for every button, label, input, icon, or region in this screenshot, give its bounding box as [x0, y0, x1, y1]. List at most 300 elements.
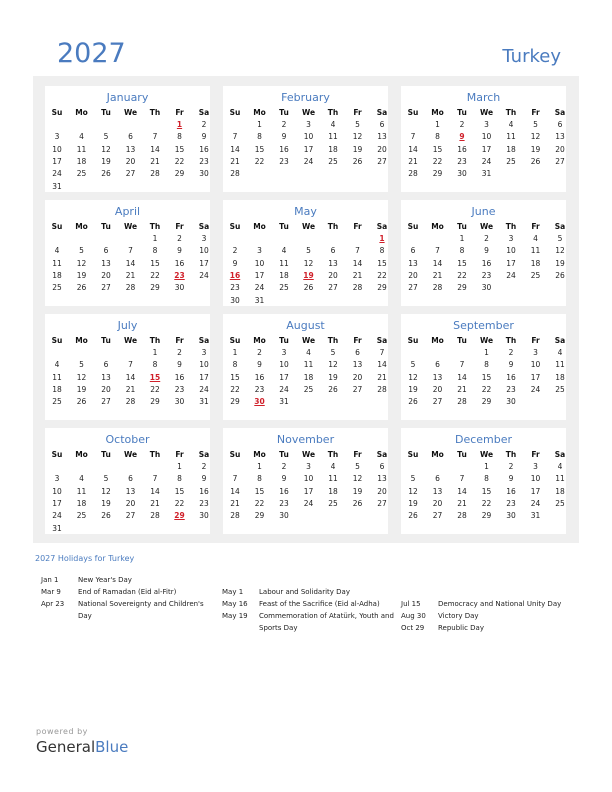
- day-cell: 23: [279, 156, 289, 166]
- day-cell: 13: [328, 258, 338, 268]
- day-cell: 26: [530, 156, 541, 166]
- weekday-header: We: [479, 336, 494, 345]
- month-september: [401, 314, 566, 420]
- day-cell: 10: [52, 486, 62, 496]
- day-cell: 2: [281, 120, 287, 129]
- day-cell: 31: [481, 169, 492, 179]
- day-cell: 15: [254, 144, 265, 154]
- day-cell: 25: [52, 283, 62, 293]
- weekday-header: Mo: [75, 450, 88, 459]
- day-cell: 25: [279, 283, 289, 293]
- weekday-header: We: [123, 108, 138, 117]
- day-cell: 13: [555, 132, 565, 142]
- day-cell: 29: [174, 169, 185, 179]
- day-cell: 16: [279, 144, 289, 154]
- month-name: June: [471, 205, 496, 218]
- day-cell: 24: [506, 270, 516, 280]
- day-cell: 2: [459, 120, 465, 129]
- day-cell: 31: [199, 397, 209, 407]
- holiday-date: May 19: [222, 612, 248, 620]
- day-cell: 1: [459, 234, 465, 243]
- day-cell: 21: [408, 156, 418, 166]
- day-cell: 14: [457, 372, 467, 382]
- weekday-header: Th: [149, 450, 161, 459]
- weekday-header: Su: [229, 336, 241, 345]
- weekday-header: Su: [229, 450, 241, 459]
- day-cell: 22: [174, 498, 185, 508]
- day-cell: 7: [355, 246, 360, 256]
- month-name: October: [105, 433, 150, 446]
- holiday-date: Oct 29: [401, 624, 425, 632]
- day-cell: 11: [555, 360, 565, 370]
- weekday-header: We: [479, 108, 494, 117]
- day-cell: 12: [76, 258, 87, 268]
- holiday-name: Victory Day: [438, 612, 479, 620]
- powered-by-text: powered by: [36, 727, 88, 736]
- day-cell: 5: [103, 132, 109, 142]
- day-cell: 7: [128, 246, 133, 256]
- day-cell: 8: [257, 474, 262, 484]
- day-cell: 28: [150, 169, 160, 179]
- day-cell: 14: [377, 360, 387, 370]
- day-cell: 27: [408, 283, 418, 293]
- day-cell: 1: [257, 120, 262, 129]
- day-cell: 26: [328, 384, 338, 394]
- day-cell: 27: [377, 498, 387, 508]
- day-cell: 15: [230, 372, 240, 382]
- day-cell: 17: [481, 144, 492, 154]
- day-cell: 7: [459, 474, 465, 484]
- day-cell: 18: [76, 156, 87, 166]
- day-cell: 6: [410, 246, 416, 256]
- day-cell: 12: [352, 474, 363, 484]
- day-cell: 12: [555, 246, 565, 256]
- month-name: November: [276, 433, 335, 446]
- day-cell: 23: [481, 270, 492, 280]
- day-cell: 2: [177, 234, 182, 243]
- day-cell: 26: [352, 498, 363, 508]
- day-cell: 2: [484, 234, 489, 243]
- day-cell: 19: [530, 144, 541, 154]
- day-cell: 22: [230, 384, 240, 394]
- day-cell: 29: [230, 397, 240, 407]
- month-june: [401, 200, 566, 306]
- day-cell: 18: [555, 486, 565, 496]
- day-cell: 8: [177, 474, 182, 484]
- day-cell: 27: [555, 156, 565, 166]
- day-cell: 26: [101, 511, 111, 521]
- day-cell: 11: [76, 144, 87, 154]
- day-cell: 17: [199, 258, 209, 268]
- day-cell: 15: [174, 144, 185, 154]
- weekday-header: Th: [505, 450, 517, 459]
- day-cell: 12: [76, 372, 87, 382]
- day-cell: 3: [533, 348, 538, 357]
- weekday-header: Su: [407, 336, 419, 345]
- weekday-header: Su: [51, 450, 63, 459]
- day-cell: 5: [410, 360, 416, 370]
- day-cell: 8: [232, 360, 238, 370]
- day-cell: 3: [201, 348, 207, 357]
- weekday-header: Sa: [376, 108, 388, 117]
- day-cell: 16: [481, 258, 492, 268]
- day-cell: 27: [432, 511, 443, 521]
- weekday-header: Sa: [198, 222, 210, 231]
- day-cell: 7: [379, 348, 385, 357]
- day-cell: 14: [150, 144, 160, 154]
- day-cell: 21: [125, 270, 136, 280]
- day-cell: 8: [484, 360, 489, 370]
- day-cell: 4: [557, 462, 563, 471]
- day-cell: 8: [435, 132, 440, 142]
- day-cell: 23: [254, 384, 265, 394]
- weekday-header: Mo: [253, 222, 266, 231]
- day-cell: 25: [555, 498, 565, 508]
- day-cell: 7: [435, 246, 440, 256]
- day-cell: 11: [279, 258, 289, 268]
- day-cell: 18: [52, 384, 62, 394]
- day-cell: 5: [410, 474, 416, 484]
- day-cell: 29: [481, 397, 492, 407]
- day-cell: 29: [432, 169, 443, 179]
- day-cell: 16: [199, 486, 209, 496]
- month-august: [223, 314, 388, 420]
- day-cell: 6: [435, 360, 440, 370]
- day-cell: 31: [52, 181, 62, 191]
- holiday-day-cell: 9: [459, 132, 465, 142]
- weekday-header: Th: [505, 222, 517, 231]
- day-cell: 5: [103, 474, 109, 484]
- holiday-day-cell: 1: [379, 234, 385, 243]
- day-cell: 31: [52, 523, 62, 533]
- day-cell: 17: [279, 372, 289, 382]
- day-cell: 10: [303, 474, 314, 484]
- weekday-header: Mo: [253, 108, 266, 117]
- day-cell: 29: [150, 283, 160, 293]
- day-cell: 4: [79, 474, 84, 484]
- day-cell: 16: [174, 258, 185, 268]
- holiday-name: National Sovereignty and Children's Day: [78, 600, 204, 620]
- day-cell: 14: [125, 258, 136, 268]
- day-cell: 25: [328, 156, 338, 166]
- month-name: December: [454, 433, 513, 446]
- day-cell: 9: [177, 246, 182, 256]
- day-cell: 6: [103, 360, 109, 370]
- holiday-date: May 16: [222, 600, 248, 608]
- month-name: January: [106, 91, 149, 104]
- day-cell: 19: [101, 156, 111, 166]
- day-cell: 15: [481, 486, 492, 496]
- day-cell: 11: [555, 474, 565, 484]
- day-cell: 19: [328, 372, 338, 382]
- day-cell: 31: [254, 295, 265, 305]
- day-cell: 21: [352, 270, 363, 280]
- weekday-header: Th: [327, 336, 339, 345]
- day-cell: 20: [432, 498, 443, 508]
- day-cell: 27: [125, 169, 136, 179]
- day-cell: 10: [199, 246, 209, 256]
- day-cell: 8: [484, 474, 489, 484]
- day-cell: 5: [533, 120, 538, 129]
- day-cell: 20: [125, 156, 136, 166]
- day-cell: 4: [54, 246, 60, 256]
- day-cell: 28: [230, 511, 240, 521]
- day-cell: 4: [306, 348, 311, 357]
- day-cell: 20: [125, 498, 136, 508]
- day-cell: 30: [506, 511, 516, 521]
- weekday-header: Mo: [431, 222, 444, 231]
- day-cell: 12: [328, 360, 338, 370]
- day-cell: 30: [199, 169, 209, 179]
- day-cell: 15: [150, 258, 160, 268]
- holiday-day-cell: 1: [176, 120, 183, 129]
- weekday-header: Tu: [279, 222, 289, 231]
- month-march: [401, 86, 566, 192]
- day-cell: 31: [279, 397, 289, 407]
- weekday-header: Su: [229, 222, 241, 231]
- day-cell: 9: [201, 474, 207, 484]
- day-cell: 1: [152, 234, 158, 243]
- day-cell: 23: [279, 498, 289, 508]
- day-cell: 7: [152, 132, 158, 142]
- day-cell: 21: [150, 498, 160, 508]
- weekday-header: Mo: [431, 450, 444, 459]
- holiday-day-cell: 29: [174, 511, 185, 521]
- weekday-header: Tu: [101, 108, 111, 117]
- day-cell: 14: [230, 144, 240, 154]
- day-cell: 21: [457, 498, 467, 508]
- day-cell: 13: [377, 132, 387, 142]
- holiday-date: Aug 30: [401, 612, 426, 620]
- weekday-header: Sa: [198, 450, 210, 459]
- day-cell: 22: [254, 156, 265, 166]
- holiday-day-cell: 30: [254, 397, 265, 407]
- holiday-name: End of Ramadan (Eid al-Fitr): [78, 588, 177, 596]
- day-cell: 27: [377, 156, 387, 166]
- day-cell: 16: [279, 486, 289, 496]
- day-cell: 18: [76, 498, 87, 508]
- day-cell: 17: [506, 258, 516, 268]
- day-cell: 1: [177, 462, 182, 471]
- day-cell: 7: [410, 132, 416, 142]
- day-cell: 6: [435, 474, 440, 484]
- day-cell: 4: [508, 120, 514, 129]
- day-cell: 30: [279, 511, 289, 521]
- holiday-date: Jul 15: [401, 600, 421, 608]
- day-cell: 3: [306, 120, 311, 129]
- day-cell: 8: [152, 360, 158, 370]
- day-cell: 2: [201, 462, 207, 471]
- day-cell: 14: [352, 258, 363, 268]
- day-cell: 27: [101, 397, 111, 407]
- day-cell: 18: [328, 144, 338, 154]
- day-cell: 5: [557, 234, 563, 243]
- weekday-header: Su: [51, 222, 63, 231]
- weekday-header: Th: [327, 108, 339, 117]
- day-cell: 22: [254, 498, 265, 508]
- day-cell: 19: [408, 498, 418, 508]
- day-cell: 2: [201, 120, 207, 129]
- day-cell: 26: [352, 156, 363, 166]
- day-cell: 6: [103, 246, 109, 256]
- day-cell: 5: [306, 246, 311, 256]
- weekday-header: Fr: [175, 450, 184, 459]
- holiday-day-cell: 23: [174, 270, 185, 280]
- year-title: 2027: [57, 38, 126, 69]
- day-cell: 9: [257, 360, 262, 370]
- day-cell: 1: [152, 348, 158, 357]
- day-cell: 1: [232, 348, 238, 357]
- day-cell: 25: [530, 270, 541, 280]
- day-cell: 22: [150, 270, 160, 280]
- day-cell: 21: [125, 384, 136, 394]
- day-cell: 30: [230, 295, 240, 305]
- day-cell: 23: [199, 156, 209, 166]
- day-cell: 26: [76, 397, 87, 407]
- weekday-header: Tu: [279, 336, 289, 345]
- day-cell: 21: [432, 270, 443, 280]
- day-cell: 28: [457, 397, 467, 407]
- day-cell: 19: [352, 486, 363, 496]
- day-cell: 9: [508, 360, 514, 370]
- weekday-header: Th: [327, 450, 339, 459]
- holiday-name: Democracy and National Unity Day: [438, 600, 562, 608]
- day-cell: 15: [377, 258, 387, 268]
- day-cell: 23: [506, 384, 516, 394]
- day-cell: 26: [303, 283, 314, 293]
- weekday-header: Mo: [431, 336, 444, 345]
- day-cell: 13: [432, 486, 443, 496]
- day-cell: 5: [79, 246, 84, 256]
- day-cell: 7: [152, 474, 158, 484]
- day-cell: 29: [254, 511, 265, 521]
- day-cell: 19: [352, 144, 363, 154]
- day-cell: 19: [76, 270, 87, 280]
- weekday-header: Mo: [253, 450, 266, 459]
- day-cell: 24: [530, 384, 541, 394]
- weekday-header: Th: [149, 108, 161, 117]
- weekday-header: Mo: [253, 336, 266, 345]
- day-cell: 2: [177, 348, 182, 357]
- weekday-header: We: [301, 336, 316, 345]
- day-cell: 20: [101, 384, 111, 394]
- day-cell: 1: [257, 462, 262, 471]
- day-cell: 28: [230, 169, 240, 179]
- holiday-date: Mar 9: [41, 588, 61, 596]
- day-cell: 13: [101, 258, 111, 268]
- day-cell: 11: [506, 132, 516, 142]
- day-cell: 10: [530, 474, 541, 484]
- brand-general: General: [36, 738, 96, 756]
- day-cell: 20: [101, 270, 111, 280]
- day-cell: 10: [481, 132, 492, 142]
- brand-logo[interactable]: [36, 738, 128, 756]
- day-cell: 24: [303, 156, 314, 166]
- day-cell: 8: [459, 246, 465, 256]
- weekday-header: Mo: [75, 108, 88, 117]
- day-cell: 4: [533, 234, 538, 243]
- day-cell: 7: [459, 360, 465, 370]
- day-cell: 8: [257, 132, 262, 142]
- day-cell: 15: [481, 372, 492, 382]
- weekday-header: Sa: [554, 450, 566, 459]
- day-cell: 20: [377, 144, 387, 154]
- weekday-header: Sa: [198, 108, 210, 117]
- day-cell: 28: [125, 397, 136, 407]
- weekday-header: We: [301, 222, 316, 231]
- day-cell: 26: [408, 397, 418, 407]
- weekday-header: Sa: [376, 450, 388, 459]
- day-cell: 9: [281, 474, 287, 484]
- day-cell: 11: [328, 474, 338, 484]
- day-cell: 17: [254, 270, 265, 280]
- weekday-header: We: [123, 450, 138, 459]
- day-cell: 30: [457, 169, 467, 179]
- day-cell: 25: [328, 498, 338, 508]
- day-cell: 23: [506, 498, 516, 508]
- day-cell: 26: [101, 169, 111, 179]
- day-cell: 2: [257, 348, 262, 357]
- day-cell: 27: [328, 283, 338, 293]
- day-cell: 19: [555, 258, 565, 268]
- day-cell: 3: [257, 246, 262, 256]
- day-cell: 18: [506, 144, 516, 154]
- month-april: [45, 200, 210, 306]
- day-cell: 12: [303, 258, 314, 268]
- weekday-header: We: [123, 336, 138, 345]
- day-cell: 25: [303, 384, 314, 394]
- day-cell: 31: [530, 511, 541, 521]
- weekday-header: Su: [407, 450, 419, 459]
- weekday-header: Su: [229, 108, 241, 117]
- weekday-header: Su: [51, 336, 63, 345]
- day-cell: 14: [150, 486, 160, 496]
- day-cell: 5: [355, 120, 360, 129]
- day-cell: 29: [481, 511, 492, 521]
- day-cell: 27: [352, 384, 363, 394]
- calendar-panel: [33, 76, 579, 543]
- weekday-header: Sa: [554, 222, 566, 231]
- day-cell: 3: [281, 348, 287, 357]
- day-cell: 13: [125, 144, 136, 154]
- day-cell: 19: [76, 384, 87, 394]
- day-cell: 24: [481, 156, 492, 166]
- day-cell: 16: [199, 144, 209, 154]
- day-cell: 20: [555, 144, 565, 154]
- day-cell: 9: [281, 132, 287, 142]
- day-cell: 4: [281, 246, 287, 256]
- day-cell: 6: [355, 348, 360, 357]
- day-cell: 3: [533, 462, 538, 471]
- day-cell: 23: [230, 283, 240, 293]
- day-cell: 7: [232, 474, 238, 484]
- day-cell: 4: [330, 462, 336, 471]
- holiday-name: Republic Day: [438, 624, 484, 632]
- weekday-header: Th: [149, 336, 161, 345]
- weekday-header: Th: [327, 222, 339, 231]
- day-cell: 29: [150, 397, 160, 407]
- day-cell: 11: [328, 132, 338, 142]
- day-cell: 13: [377, 474, 387, 484]
- weekday-header: Sa: [198, 336, 210, 345]
- day-cell: 24: [279, 384, 289, 394]
- day-cell: 15: [254, 486, 265, 496]
- day-cell: 3: [306, 462, 311, 471]
- day-cell: 4: [557, 348, 563, 357]
- day-cell: 4: [54, 360, 60, 370]
- day-cell: 13: [352, 360, 363, 370]
- day-cell: 28: [432, 283, 443, 293]
